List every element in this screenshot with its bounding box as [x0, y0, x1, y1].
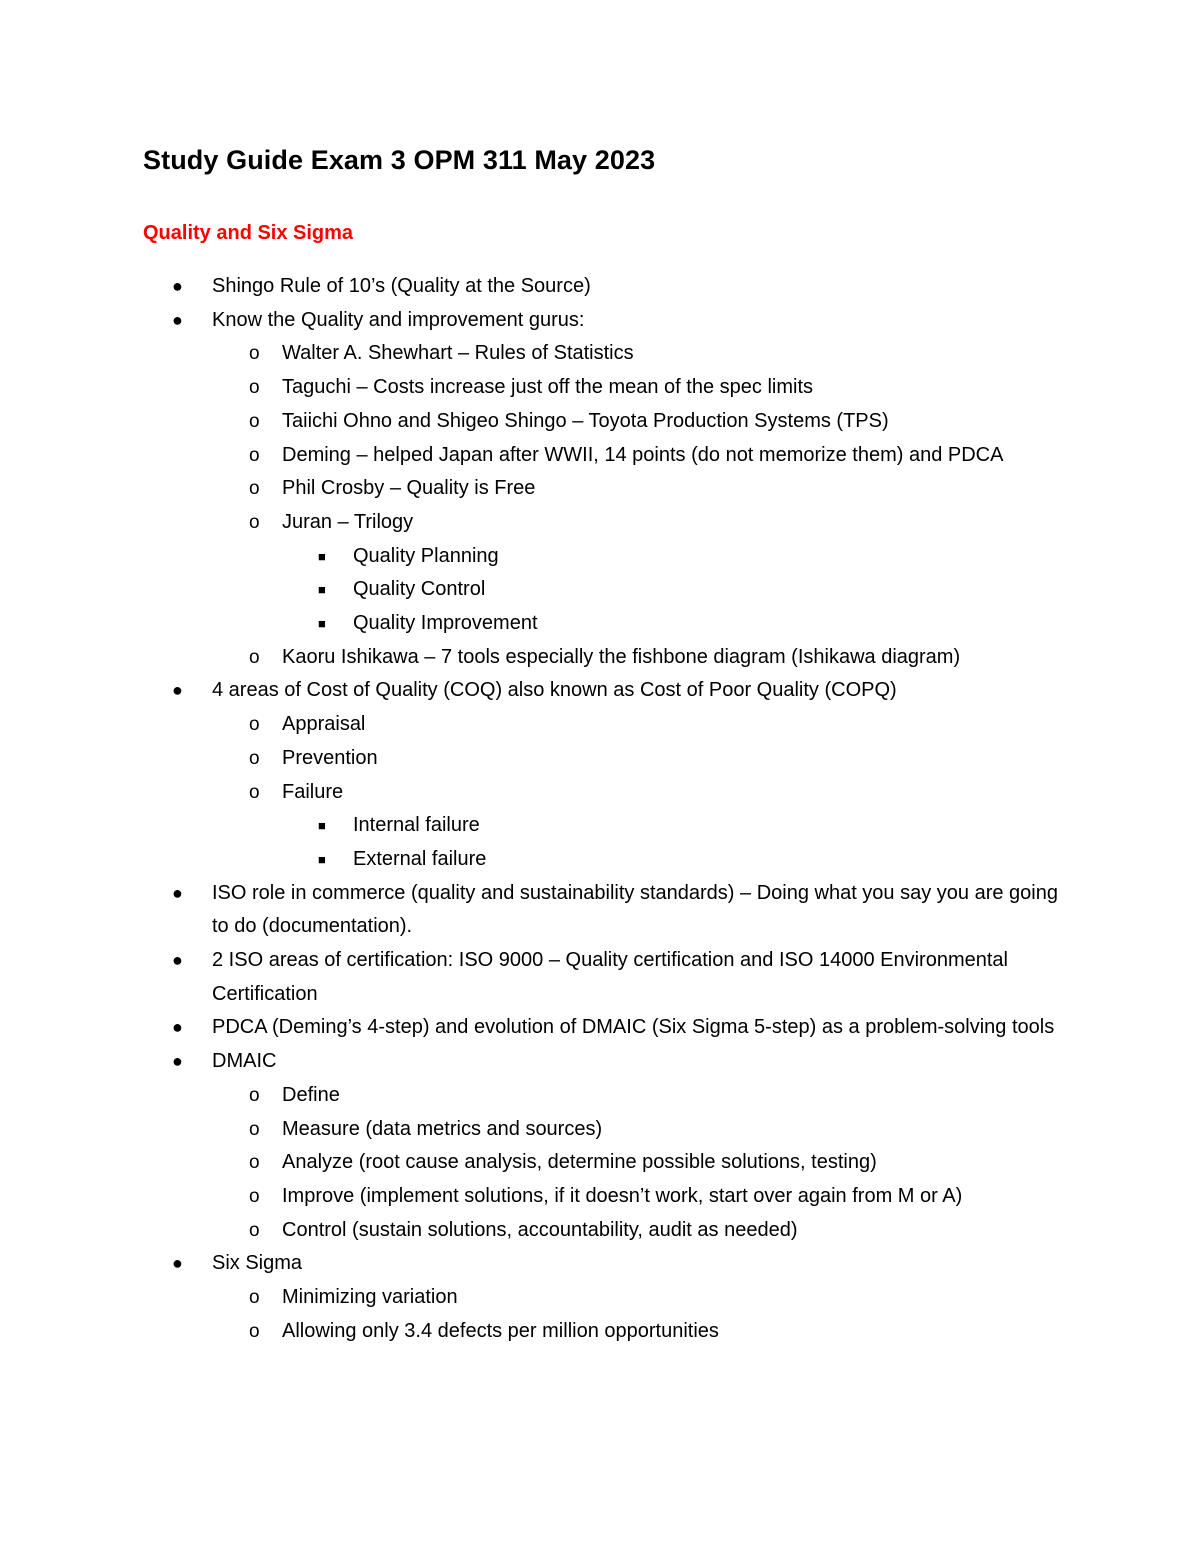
list-item-text: Know the Quality and improvement gurus:: [212, 308, 585, 331]
list-item: [0, 270, 1072, 304]
list-item-text: Juran – Trilogy: [282, 510, 414, 533]
list-item-text: 4 areas of Cost of Quality (COQ) also known as Cost of Poor Quality (COPQ): [212, 679, 897, 702]
bullet-icon: ●: [172, 1253, 183, 1274]
square-bullet-icon: ■: [318, 616, 326, 632]
list-item-text: Control (sustain solutions, accountability, audit as needed): [282, 1218, 798, 1241]
circle-bullet-icon: o: [249, 444, 260, 466]
list-item: [0, 337, 1072, 371]
list-item: [0, 1281, 1072, 1315]
circle-bullet-icon: o: [249, 646, 260, 668]
list-item: [0, 877, 1072, 944]
list-item: [0, 1079, 1072, 1113]
list-item: [0, 944, 1072, 1011]
list-item: [0, 776, 1072, 810]
list-item: [0, 472, 1072, 506]
circle-bullet-icon: o: [249, 511, 260, 533]
list-item: [0, 607, 1072, 641]
list-item: [0, 540, 1072, 574]
bullet-icon: ●: [172, 276, 183, 296]
list-item: [0, 708, 1072, 742]
circle-bullet-icon: o: [249, 781, 260, 803]
list-item-text: Quality Improvement: [353, 612, 538, 635]
list-item-text: Analyze (root cause analysis, determine possible solutions, testing): [282, 1151, 877, 1174]
outline-list: [0, 270, 1200, 1349]
bullet-icon: ●: [172, 309, 183, 330]
circle-bullet-icon: o: [249, 1084, 260, 1106]
list-item-text: Minimizing variation: [282, 1286, 458, 1309]
circle-bullet-icon: o: [249, 1287, 260, 1309]
list-item-text: External failure: [353, 847, 487, 870]
list-item: [0, 843, 1072, 877]
list-item-text: Phil Crosby – Quality is Free: [282, 477, 536, 500]
section-heading: Quality and Six Sigma: [143, 222, 354, 244]
bullet-icon: ●: [172, 1051, 183, 1072]
list-item: [0, 1315, 1072, 1349]
list-item-text: Prevention: [282, 746, 378, 769]
list-item: [0, 809, 1072, 843]
bullet-icon: ●: [172, 882, 183, 903]
circle-bullet-icon: o: [249, 1152, 260, 1174]
circle-bullet-icon: o: [249, 377, 260, 399]
square-bullet-icon: ■: [318, 818, 326, 834]
list-item-text: DMAIC: [212, 1050, 277, 1073]
list-item: [0, 674, 1072, 708]
list-item-text: 2 ISO areas of certification: ISO 9000 – Quality certification and ISO 14000 Environmental Certification: [212, 949, 1008, 1005]
list-item-text: Deming – helped Japan after WWII, 14 points (do not memorize them) and PDCA: [282, 443, 1004, 466]
circle-bullet-icon: o: [249, 747, 260, 769]
list-item: [0, 1146, 1072, 1180]
list-item-text: Failure: [282, 780, 344, 803]
list-item-text: Walter A. Shewhart – Rules of Statistics: [282, 342, 634, 365]
list-item: [0, 573, 1072, 607]
list-item: [0, 506, 1072, 540]
list-item: [0, 1214, 1072, 1248]
circle-bullet-icon: o: [249, 410, 260, 432]
list-item-text: Define: [282, 1083, 340, 1106]
circle-bullet-icon: o: [249, 478, 260, 500]
circle-bullet-icon: o: [249, 1320, 260, 1342]
list-item: [0, 641, 1072, 675]
list-item-text: Improve (implement solutions, if it doesn’t work, start over again from M or A): [282, 1184, 963, 1207]
list-item-text: Shingo Rule of 10’s (Quality at the Source): [212, 275, 591, 297]
list-item-text: Allowing only 3.4 defects per million opportunities: [282, 1319, 719, 1342]
bullet-icon: ●: [172, 950, 183, 971]
circle-bullet-icon: o: [249, 1118, 260, 1140]
circle-bullet-icon: o: [249, 1185, 260, 1207]
list-item-text: Internal failure: [353, 814, 480, 837]
list-item: [0, 1247, 1072, 1281]
circle-bullet-icon: o: [249, 343, 260, 365]
list-item-text: Measure (data metrics and sources): [282, 1117, 603, 1140]
list-item: [0, 1113, 1072, 1147]
circle-bullet-icon: o: [249, 714, 260, 736]
list-item: [0, 304, 1072, 338]
list-item-text: Kaoru Ishikawa – 7 tools especially the fishbone diagram (Ishikawa diagram): [282, 645, 961, 668]
list-item: [0, 371, 1072, 405]
circle-bullet-icon: o: [249, 1219, 260, 1241]
bullet-icon: ●: [172, 680, 183, 701]
list-item-text: Six Sigma: [212, 1252, 303, 1275]
list-item: [0, 742, 1072, 776]
bullet-icon: ●: [172, 1017, 183, 1038]
list-item-text: Appraisal: [282, 713, 366, 736]
list-item: [0, 1180, 1072, 1214]
document-title: Study Guide Exam 3 OPM 311 May 2023: [143, 145, 656, 175]
list-item-text: Taiichi Ohno and Shigeo Shingo – Toyota Production Systems (TPS): [282, 409, 889, 432]
list-item-text: Quality Planning: [353, 544, 499, 567]
list-item-text: Quality Control: [353, 578, 486, 601]
list-item: [0, 439, 1072, 473]
list-item: [0, 405, 1072, 439]
list-item-text: PDCA (Deming’s 4-step) and evolution of DMAIC (Six Sigma 5-step) as a problem-solving tools: [212, 1016, 1055, 1039]
list-item: [0, 1045, 1072, 1079]
square-bullet-icon: ■: [318, 851, 326, 867]
list-item-text: ISO role in commerce (quality and sustainability standards) – Doing what you say you are going to do (documentation).: [212, 881, 1058, 938]
square-bullet-icon: ■: [318, 548, 326, 564]
list-item-text: Taguchi – Costs increase just off the mean of the spec limits: [282, 376, 814, 399]
list-item: [0, 1011, 1072, 1045]
square-bullet-icon: ■: [318, 582, 326, 598]
